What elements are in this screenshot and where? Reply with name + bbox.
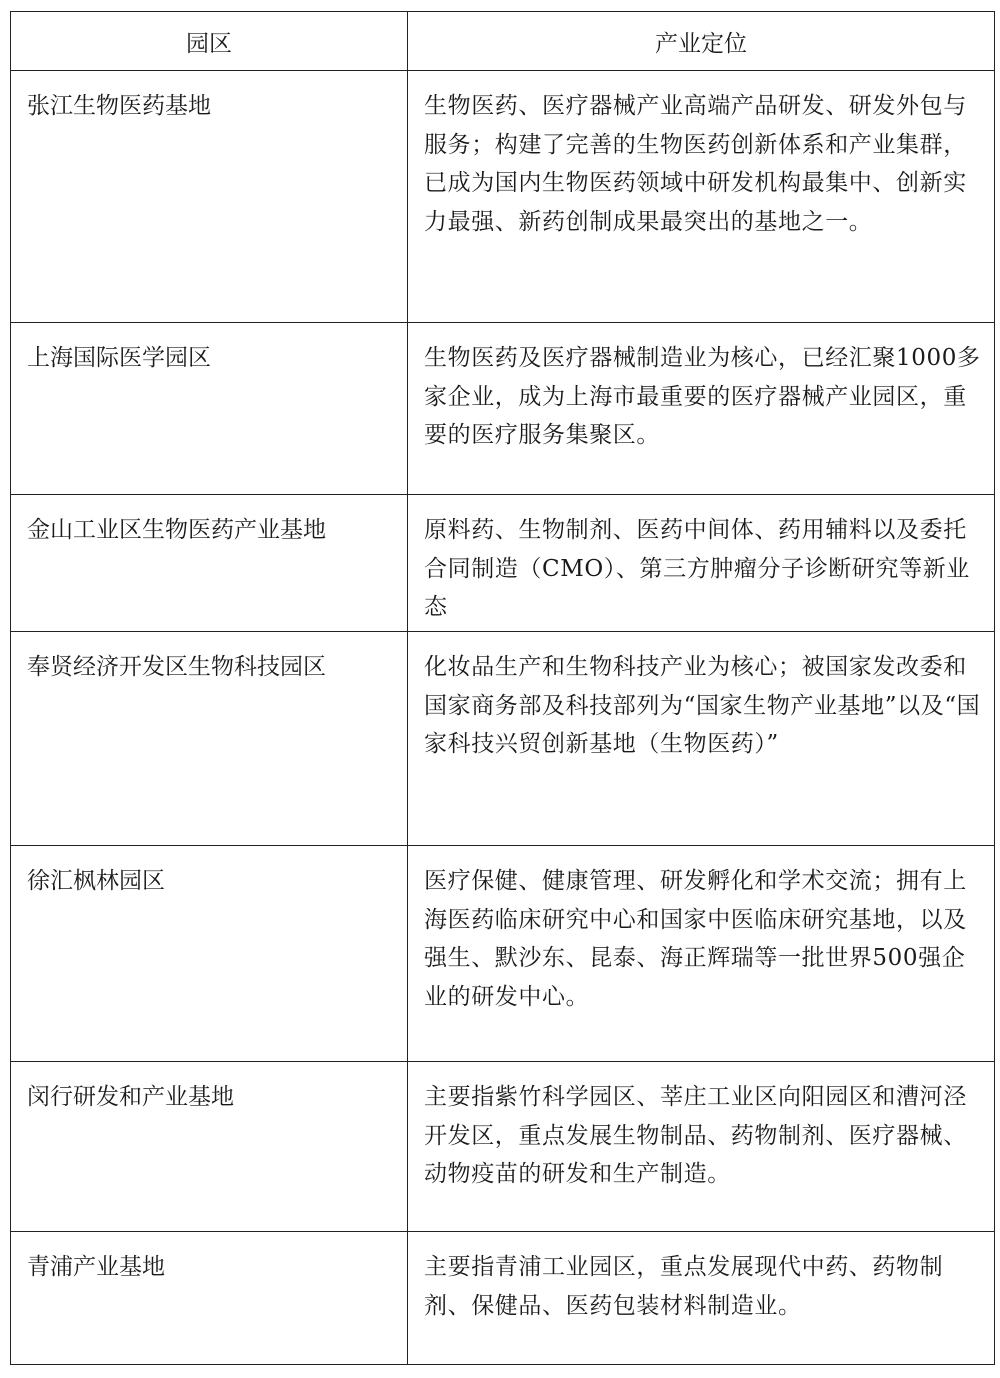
table-row bbox=[11, 495, 995, 632]
park-positioning: 化妆品生产和生物科技产业为核心；被国家发改委和国家商务部及科技部列为“国家生物产业基地”以及“国家科技兴贸创新基地（生物医药）” bbox=[408, 632, 995, 846]
park-name: 张江生物医药基地 bbox=[11, 71, 408, 323]
table-row bbox=[11, 632, 995, 846]
header-park: 园区 bbox=[11, 12, 408, 71]
park-name: 徐汇枫林园区 bbox=[11, 846, 408, 1062]
table-row bbox=[11, 1062, 995, 1232]
park-name: 金山工业区生物医药产业基地 bbox=[11, 495, 408, 632]
park-name: 闵行研发和产业基地 bbox=[11, 1062, 408, 1232]
park-positioning: 生物医药及医疗器械制造业为核心，已经汇聚1000多家企业，成为上海市最重要的医疗器械产业园区，重要的医疗服务集聚区。 bbox=[408, 323, 995, 495]
park-positioning: 主要指青浦工业园区，重点发展现代中药、药物制剂、保健品、医药包装材料制造业。 bbox=[408, 1232, 995, 1365]
park-name: 上海国际医学园区 bbox=[11, 323, 408, 495]
park-name: 奉贤经济开发区生物科技园区 bbox=[11, 632, 408, 846]
park-positioning: 主要指紫竹科学园区、莘庄工业区向阳园区和漕河泾开发区，重点发展生物制品、药物制剂、医疗器械、动物疫苗的研发和生产制造。 bbox=[408, 1062, 995, 1232]
table-row bbox=[11, 71, 995, 323]
table-row bbox=[11, 323, 995, 495]
header-positioning: 产业定位 bbox=[408, 12, 995, 71]
park-positioning: 生物医药、医疗器械产业高端产品研发、研发外包与服务；构建了完善的生物医药创新体系和产业集群，已成为国内生物医药领域中研发机构最集中、创新实力最强、新药创制成果最突出的基地之一。 bbox=[408, 71, 995, 323]
park-table bbox=[10, 11, 995, 1365]
table-row bbox=[11, 1232, 995, 1365]
park-name: 青浦产业基地 bbox=[11, 1232, 408, 1365]
park-positioning: 原料药、生物制剂、医药中间体、药用辅料以及委托合同制造（CMO）、第三方肿瘤分子诊断研究等新业态 bbox=[408, 495, 995, 632]
header-row bbox=[11, 12, 995, 71]
park-positioning: 医疗保健、健康管理、研发孵化和学术交流；拥有上海医药临床研究中心和国家中医临床研究基地，以及强生、默沙东、昆泰、海正辉瑞等一批世界500强企业的研发中心。 bbox=[408, 846, 995, 1062]
table-row bbox=[11, 846, 995, 1062]
